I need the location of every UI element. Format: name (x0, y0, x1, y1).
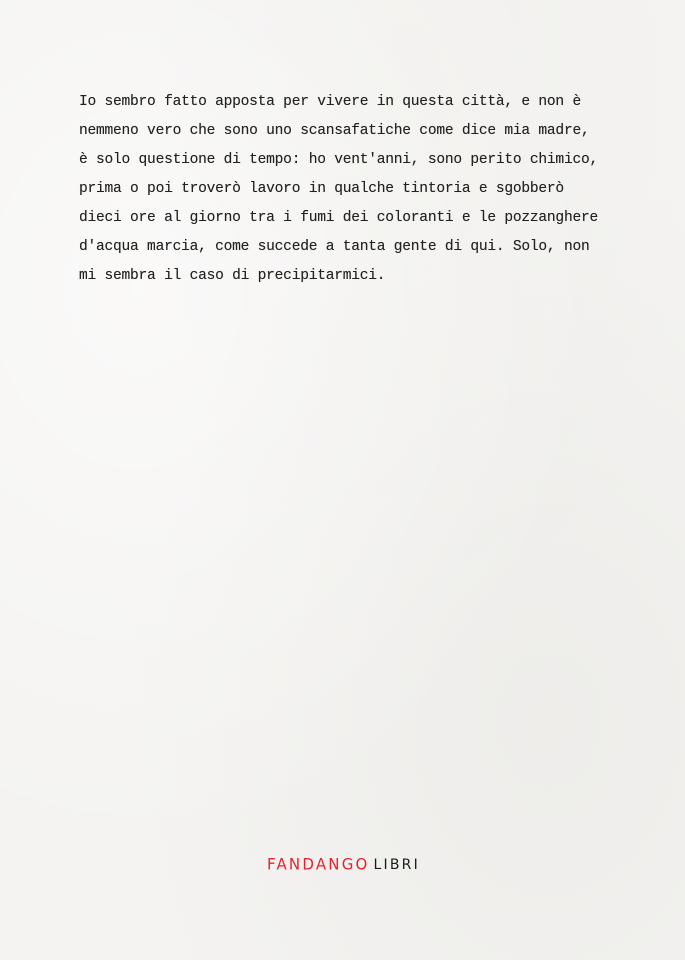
text-line: Io sembro fatto apposta per vivere in questa città, e non è (79, 94, 581, 110)
publisher-logo-secondary: LIBRI (373, 857, 420, 873)
publisher-logo-primary: FANDANGO (267, 854, 370, 874)
text-line: nemmeno vero che sono uno scansafatiche come dice mia madre, (79, 123, 590, 139)
text-line: mi sembra il caso di precipitarmici. (79, 268, 386, 284)
text-line: è solo questione di tempo: ho vent'anni, sono perito chimico, (79, 152, 598, 168)
publisher-logo (267, 852, 437, 876)
text-line: d'acqua marcia, come succede a tanta gente di qui. Solo, non (79, 239, 590, 255)
excerpt-paragraph (79, 88, 609, 291)
text-line: dieci ore al giorno tra i fumi dei coloranti e le pozzanghere (79, 210, 598, 226)
text-line: prima o poi troverò lavoro in qualche tintoria e sgobberò (79, 181, 564, 197)
